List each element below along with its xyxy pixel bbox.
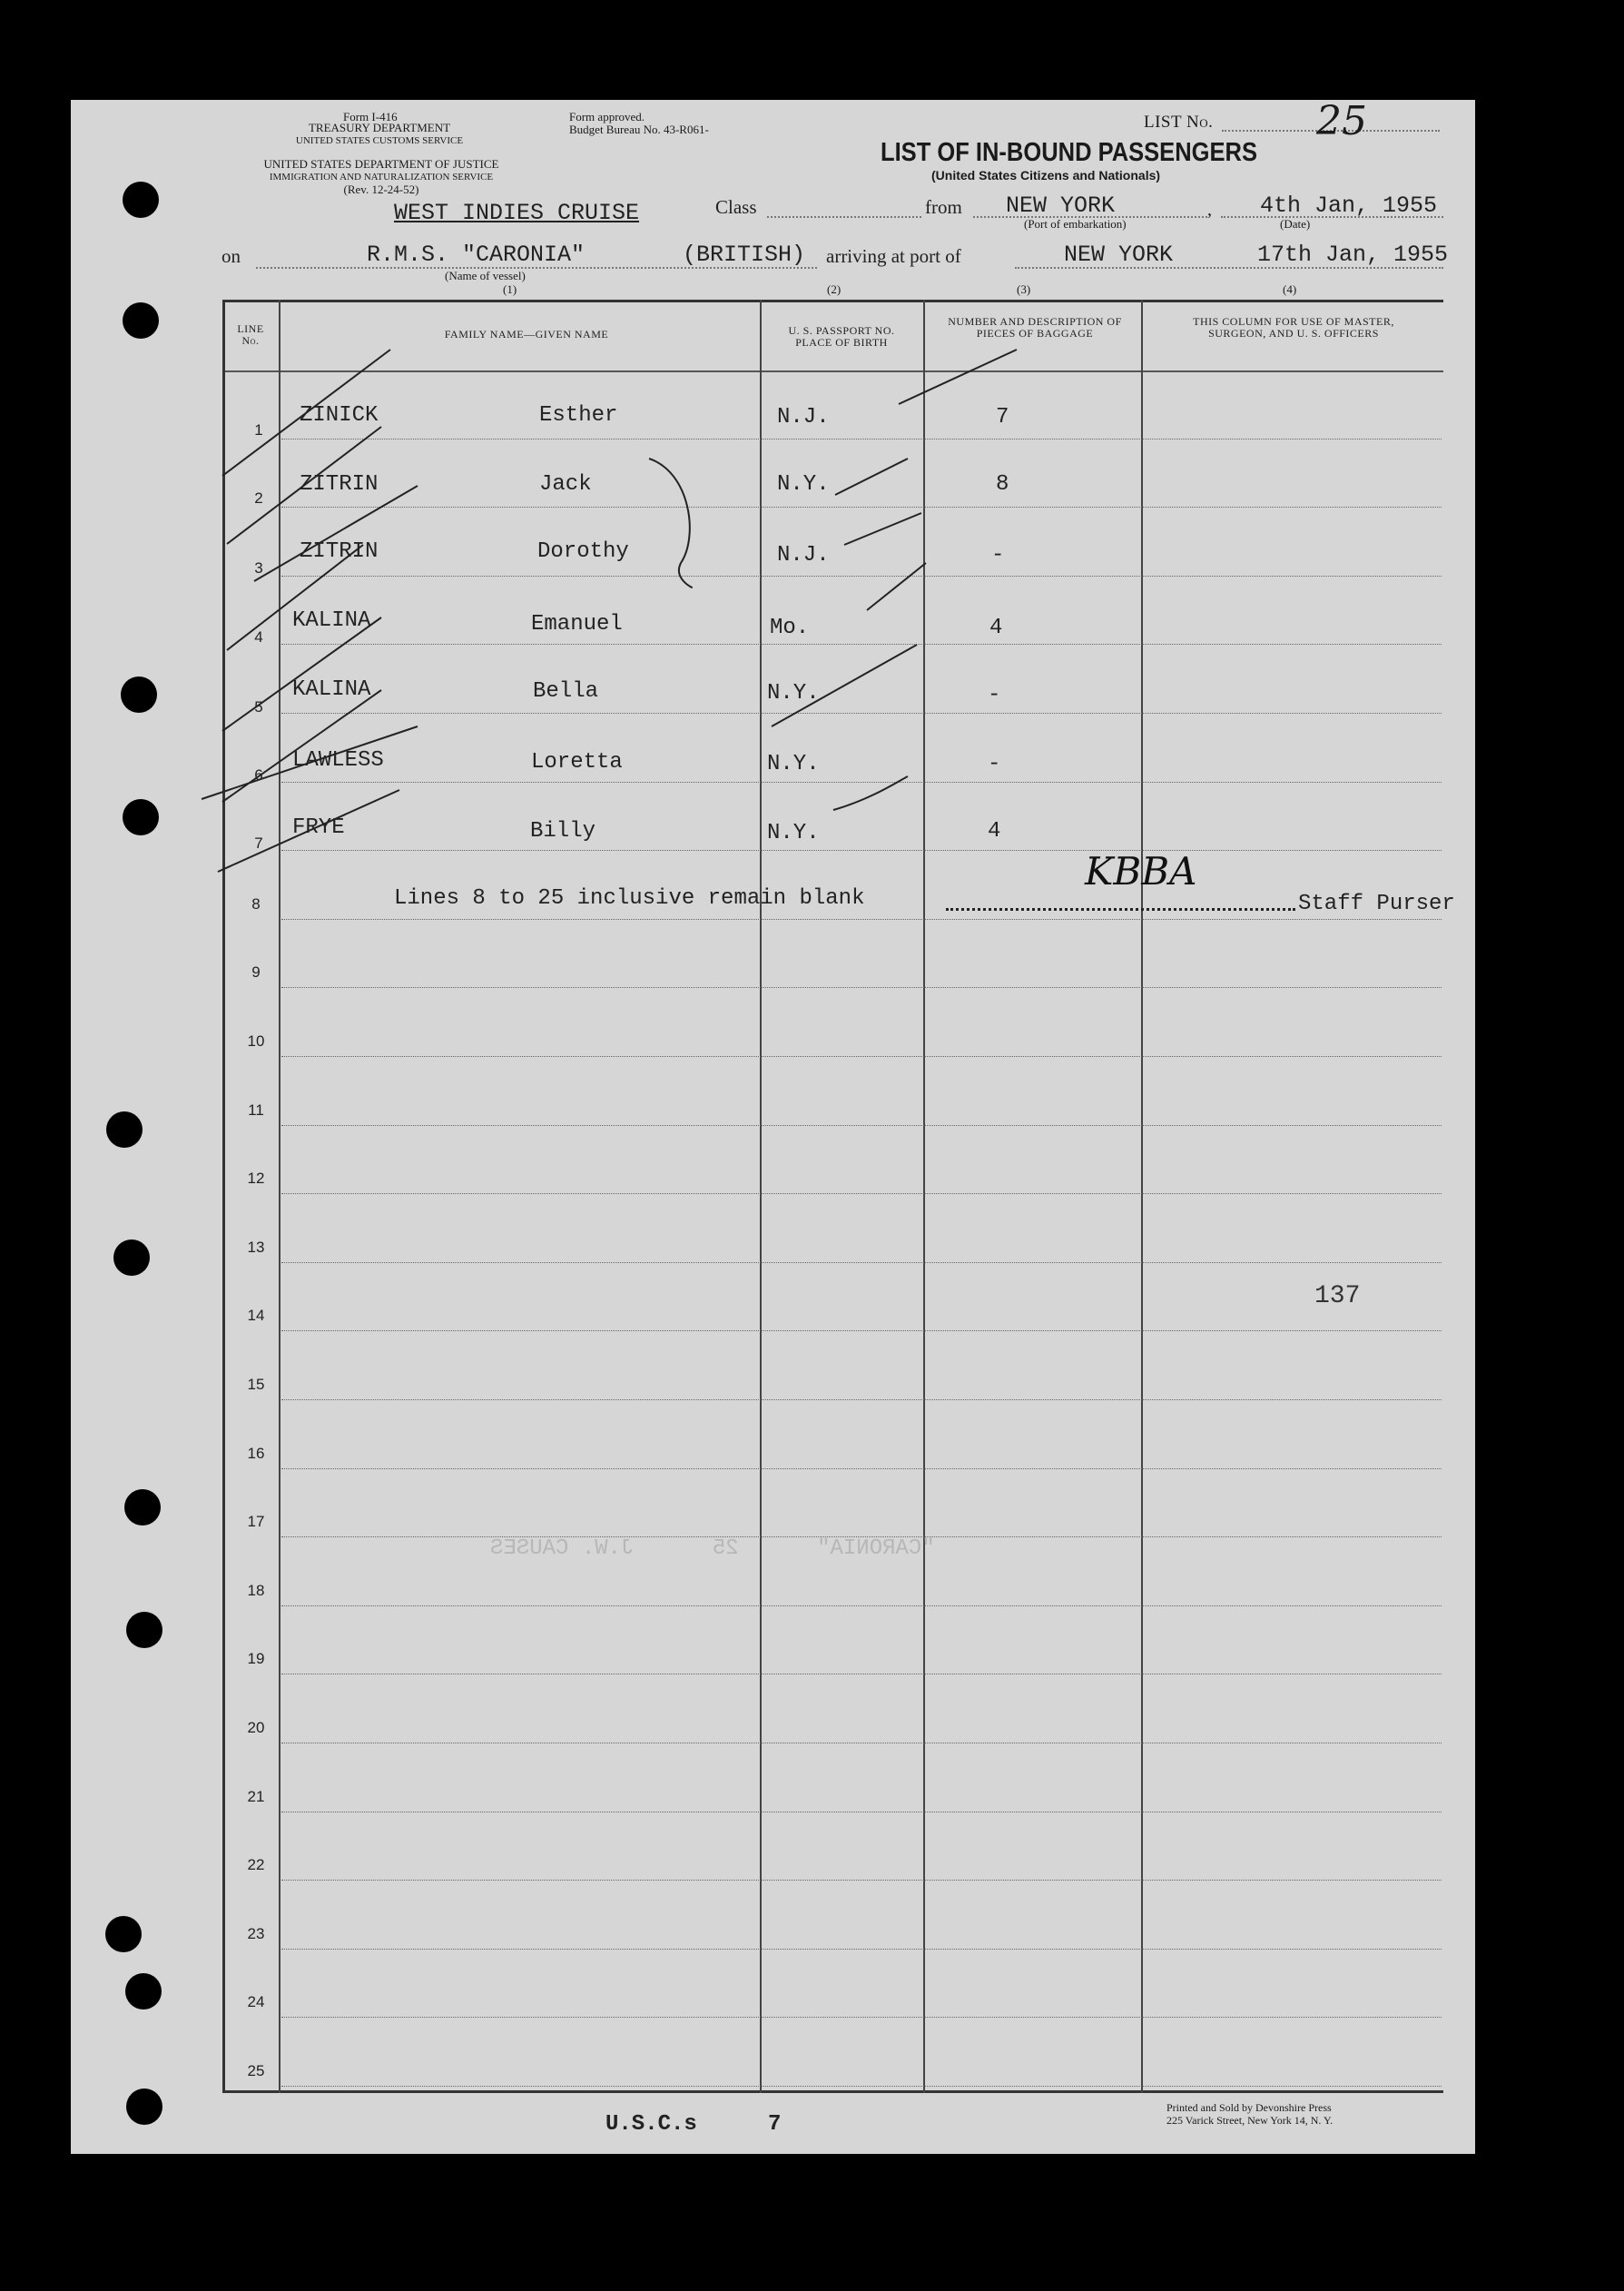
col-header-officers: THIS COLUMN FOR USE OF MASTER, SURGEON, AND U. S. OFFICERS [1193, 315, 1394, 340]
row-number: 13 [247, 1239, 265, 1256]
cruise-name: WEST INDIES CRUISE [394, 200, 640, 226]
row-line [281, 1330, 1442, 1331]
given-name: Esther [539, 403, 618, 428]
col-header-passport: U. S. PASSPORT NO. PLACE OF BIRTH [788, 324, 895, 349]
row-number: 24 [247, 1993, 265, 2010]
row-number: 20 [247, 1719, 265, 1736]
row-number: 18 [247, 1582, 265, 1599]
punch-hole [126, 2089, 162, 2125]
row-number: 14 [247, 1307, 265, 1324]
baggage-count: 7 [996, 405, 1009, 430]
row-line [281, 644, 1442, 645]
place-of-birth: Mo. [770, 616, 810, 640]
given-name: Jack [539, 472, 592, 497]
table-top-border [222, 300, 1443, 302]
col-header-name: FAMILY NAME—GIVEN NAME [444, 328, 609, 341]
punch-hole [113, 1239, 150, 1276]
col-ref-1: (1) [503, 282, 517, 296]
punch-hole [123, 799, 159, 835]
punch-hole [124, 1489, 161, 1526]
row-line [281, 507, 1442, 508]
baggage-divider [1141, 300, 1143, 2093]
arriving-label: arriving at port of [826, 245, 961, 267]
purser-leader [946, 908, 1295, 911]
form-sheet [71, 100, 1475, 2154]
given-name: Dorothy [537, 539, 629, 564]
form-subtitle: (United States Citizens and Nationals) [931, 168, 1161, 183]
row-line [281, 1262, 1442, 1263]
from-caption: (Port of embarkation) [1024, 217, 1127, 231]
arrival-date: 17th Jan, 1955 [1257, 242, 1449, 268]
place-of-birth: N.Y. [767, 821, 820, 845]
punch-hole [121, 676, 157, 713]
row-number: 8 [251, 895, 261, 913]
arrival-port: NEW YORK [1064, 242, 1174, 268]
dept-subname: IMMIGRATION AND NATURALIZATION SERVICE [269, 172, 494, 183]
row-line [281, 713, 1442, 714]
family-name: FRYE [292, 815, 345, 840]
col-ref-2: (2) [827, 282, 842, 296]
stamp-number: 137 [1314, 1282, 1361, 1310]
family-name: ZITRIN [300, 472, 379, 497]
vessel-name: R.M.S. "CARONIA" [367, 242, 586, 268]
dept-name: UNITED STATES DEPARTMENT OF JUSTICE [263, 157, 499, 171]
col-ref-3: (3) [1017, 282, 1031, 296]
given-name: Emanuel [531, 612, 623, 637]
row-number: 2 [254, 489, 263, 507]
baggage-count: 4 [989, 616, 1003, 640]
row-line [281, 782, 1442, 783]
baggage-count: 8 [996, 472, 1009, 497]
row-number: 10 [247, 1032, 265, 1050]
col-header-baggage: NUMBER AND DESCRIPTION OF PIECES OF BAGGAGE [948, 315, 1122, 340]
form-number: Form I-416 [343, 110, 398, 123]
row-number: 4 [254, 628, 263, 646]
list-no-value: 25 [1316, 98, 1367, 144]
row-line [281, 987, 1442, 988]
punch-hole [125, 1973, 162, 2010]
header-bottom-border [222, 370, 1443, 372]
row-line [281, 850, 1442, 851]
comma: , [1207, 200, 1212, 220]
name-divider [760, 300, 762, 2093]
punch-hole [106, 1111, 143, 1148]
row-line [281, 1949, 1442, 1950]
family-name: KALINA [292, 608, 371, 633]
row-line [281, 1605, 1442, 1606]
baggage-count: - [988, 683, 1001, 707]
punch-hole [105, 1916, 142, 1952]
form-approved: Form approved. [569, 110, 645, 123]
family-name: ZITRIN [300, 539, 379, 564]
departure-date: 4th Jan, 1955 [1260, 193, 1438, 219]
place-of-birth: N.Y. [767, 752, 820, 776]
given-name: Bella [533, 679, 599, 704]
row-number: 11 [248, 1101, 264, 1119]
dept-name: TREASURY DEPARTMENT [308, 121, 451, 134]
row-line [281, 1399, 1442, 1400]
treasury-dept [271, 122, 488, 147]
row-number: 15 [247, 1376, 265, 1393]
table-bottom-border [222, 2090, 1443, 2093]
revision-date: (Rev. 12-24-52) [343, 183, 419, 196]
table-left-border [222, 300, 225, 2093]
from-label: from [925, 196, 962, 218]
row-number: 7 [254, 834, 263, 852]
punch-hole [126, 1612, 162, 1648]
baggage-count: 4 [988, 819, 1001, 844]
from-port: NEW YORK [1006, 193, 1116, 219]
passport-divider [923, 300, 925, 2093]
given-name: Loretta [531, 750, 623, 775]
baggage-count: - [991, 543, 1005, 568]
row-line [281, 2017, 1442, 2018]
row-number: 23 [247, 1925, 265, 1942]
date-caption: (Date) [1280, 217, 1311, 231]
row-line [281, 576, 1442, 577]
row-line [281, 1880, 1442, 1881]
footer-count: 7 [768, 2112, 782, 2137]
row-number: 19 [247, 1650, 265, 1667]
row-number: 16 [247, 1445, 265, 1462]
row-line [281, 1056, 1442, 1057]
form-title: LIST OF IN-BOUND PASSENGERS [881, 138, 1257, 167]
place-of-birth: N.J. [777, 405, 830, 430]
list-no-label: LIST No. [1144, 113, 1214, 132]
purser-signature: KBBA [1085, 849, 1197, 894]
row-line [281, 1193, 1442, 1194]
punch-hole [123, 182, 159, 218]
row-number: 3 [254, 559, 263, 577]
place-of-birth: N.Y. [767, 681, 820, 706]
justice-dept [218, 158, 545, 196]
punch-hole [123, 302, 159, 339]
row-number: 25 [247, 2062, 265, 2079]
vessel-flag: (BRITISH) [683, 242, 806, 268]
budget-bureau: Budget Bureau No. 43-R061- [569, 123, 709, 136]
place-of-birth: N.Y. [777, 472, 830, 497]
vessel-caption: (Name of vessel) [445, 269, 526, 282]
row-line [281, 1468, 1442, 1469]
row-number: 5 [254, 698, 263, 716]
row-number: 17 [247, 1513, 265, 1530]
printer-line-1: Printed and Sold by Devonshire Press [1166, 2101, 1332, 2114]
row-number: 1 [254, 421, 263, 439]
blank-lines-note: Lines 8 to 25 inclusive remain blank [394, 886, 865, 911]
line-no-divider [279, 300, 281, 2093]
col-header-line-no: LINE No. [237, 322, 264, 347]
footer-code: U.S.C.s [605, 2112, 697, 2137]
given-name: Billy [530, 819, 596, 844]
family-name: KALINA [292, 677, 371, 702]
row-line [281, 2086, 1442, 2087]
on-label: on [221, 245, 241, 267]
class-label: Class [715, 196, 757, 218]
row-line [281, 1125, 1442, 1126]
family-name: LAWLESS [292, 748, 384, 773]
row-number: 12 [247, 1170, 265, 1187]
row-number: 22 [247, 1856, 265, 1873]
printer-line-2: 225 Varick Street, New York 14, N. Y. [1166, 2114, 1334, 2127]
bleed-through: "CARONIA" 25 J.W. CAUSES [490, 1536, 935, 1561]
dept-subname: UNITED STATES CUSTOMS SERVICE [295, 135, 464, 146]
row-number: 6 [254, 766, 263, 784]
class-line [767, 216, 921, 218]
place-of-birth: N.J. [777, 543, 830, 568]
baggage-count: - [988, 752, 1001, 776]
family-name: ZINICK [300, 403, 379, 428]
row-line [281, 919, 1442, 920]
col-ref-4: (4) [1283, 282, 1297, 296]
row-number: 21 [247, 1788, 265, 1805]
purser-title: Staff Purser [1298, 892, 1455, 916]
row-number: 9 [251, 963, 261, 981]
